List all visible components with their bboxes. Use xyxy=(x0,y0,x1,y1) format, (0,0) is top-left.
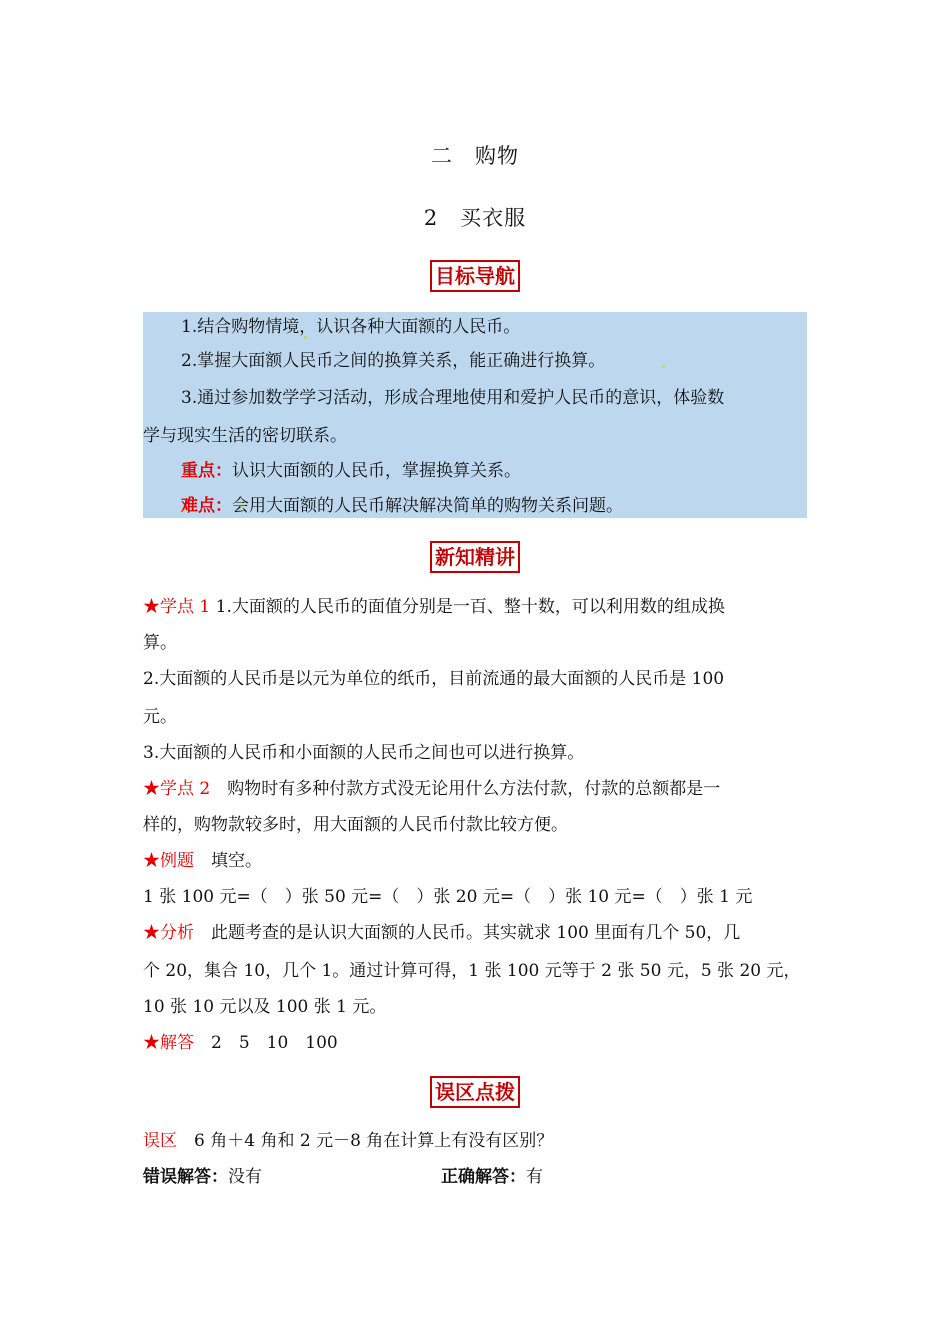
goals-box xyxy=(143,312,807,518)
difficult-point-label: 难点： xyxy=(181,496,232,516)
point2-line1 xyxy=(143,778,720,800)
key-point-text: 认识大面额的人民币，掌握换算关系。 xyxy=(232,461,521,481)
difficult-point-text: 会用大面额的人民币解决解决简单的购物关系问题。 xyxy=(232,496,623,516)
answer-text: 2 5 10 100 xyxy=(194,1033,338,1053)
wrong-answer-label: 错误解答： xyxy=(143,1167,228,1187)
mistake-question-text: 6 角＋4 角和 2 元－8 角在计算上有没有区别？ xyxy=(177,1131,554,1151)
key-point-label: 重点： xyxy=(181,461,232,481)
point1-line3: 2.大面额的人民币是以元为单位的纸币，目前流通的最大面额的人民币是 100 xyxy=(143,669,725,689)
goal-key-point xyxy=(181,460,521,482)
point1-line4: 元。 xyxy=(143,707,177,727)
goal-difficult-point xyxy=(181,495,623,517)
lesson-title: 2 买衣服 xyxy=(423,206,527,230)
example-question: 1 张 100 元=（ ）张 50 元=（ ）张 20 元=（ ）张 10 元=（ ）张 1 元 xyxy=(143,887,753,907)
point1-text: 1.大面额的人民币的面值分别是一百、整十数，可以利用数的组成换 xyxy=(210,597,725,617)
point2-label: 学点 2 xyxy=(160,779,211,799)
goal-item-3a: 3.通过参加数学学习活动，形成合理地使用和爱护人民币的意识，体验数 xyxy=(181,388,725,408)
right-answer-label: 正确解答： xyxy=(441,1167,526,1187)
goal-item-3b: 学与现实生活的密切联系。 xyxy=(143,426,347,446)
section-goals-label: 目标导航 xyxy=(430,260,520,292)
section-knowledge-label: 新知精讲 xyxy=(430,541,520,573)
star-icon: ★ xyxy=(143,851,160,871)
point2-line2: 样的，购物款较多时，用大面额的人民币付款比较方便。 xyxy=(143,815,568,835)
example-line xyxy=(143,850,262,872)
star-icon: ★ xyxy=(143,597,160,617)
analysis-line1 xyxy=(143,922,740,944)
goal-item-2: 2.掌握大面额人民币之间的换算关系，能正确进行换算。 xyxy=(181,351,606,371)
chapter-title: 二 购物 xyxy=(431,144,519,168)
point1-line1 xyxy=(143,596,725,618)
point1-label: 学点 1 xyxy=(160,597,211,617)
wrong-answer xyxy=(143,1166,262,1188)
point1-line2: 算。 xyxy=(143,633,177,653)
wrong-answer-value: 没有 xyxy=(228,1167,262,1187)
mistake-question xyxy=(143,1130,553,1152)
star-icon: ★ xyxy=(143,923,160,943)
analysis-line3: 10 张 10 元以及 100 张 1 元。 xyxy=(143,997,387,1017)
section-goals-heading xyxy=(0,260,950,292)
answer-label: 解答 xyxy=(160,1033,194,1053)
answer-line xyxy=(143,1032,338,1054)
analysis-text: 此题考查的是认识大面额的人民币。其实就求 100 里面有几个 50，几 xyxy=(194,923,741,943)
analysis-label: 分析 xyxy=(160,923,194,943)
star-icon: ★ xyxy=(143,779,160,799)
right-answer-value: 有 xyxy=(526,1167,543,1187)
analysis-line2: 个 20，集合 10，几个 1。通过计算可得，1 张 100 元等于 2 张 50 元，5 张 20 元， xyxy=(143,961,801,981)
mistake-label: 误区 xyxy=(143,1131,177,1151)
example-label: 例题 xyxy=(160,851,194,871)
section-mistakes-label: 误区点拨 xyxy=(430,1076,520,1108)
point2-text: 购物时有多种付款方式没无论用什么方法付款，付款的总额都是一 xyxy=(210,779,721,799)
example-text: 填空。 xyxy=(194,851,262,871)
right-answer xyxy=(441,1166,543,1188)
goal-item-1: 1.结合购物情境，认识各种大面额的人民币。 xyxy=(181,317,521,337)
star-icon: ★ xyxy=(143,1033,160,1053)
section-mistakes-heading xyxy=(0,1076,950,1108)
section-knowledge-heading xyxy=(0,541,950,573)
point1-line5: 3.大面额的人民币和小面额的人民币之间也可以进行换算。 xyxy=(143,743,585,763)
